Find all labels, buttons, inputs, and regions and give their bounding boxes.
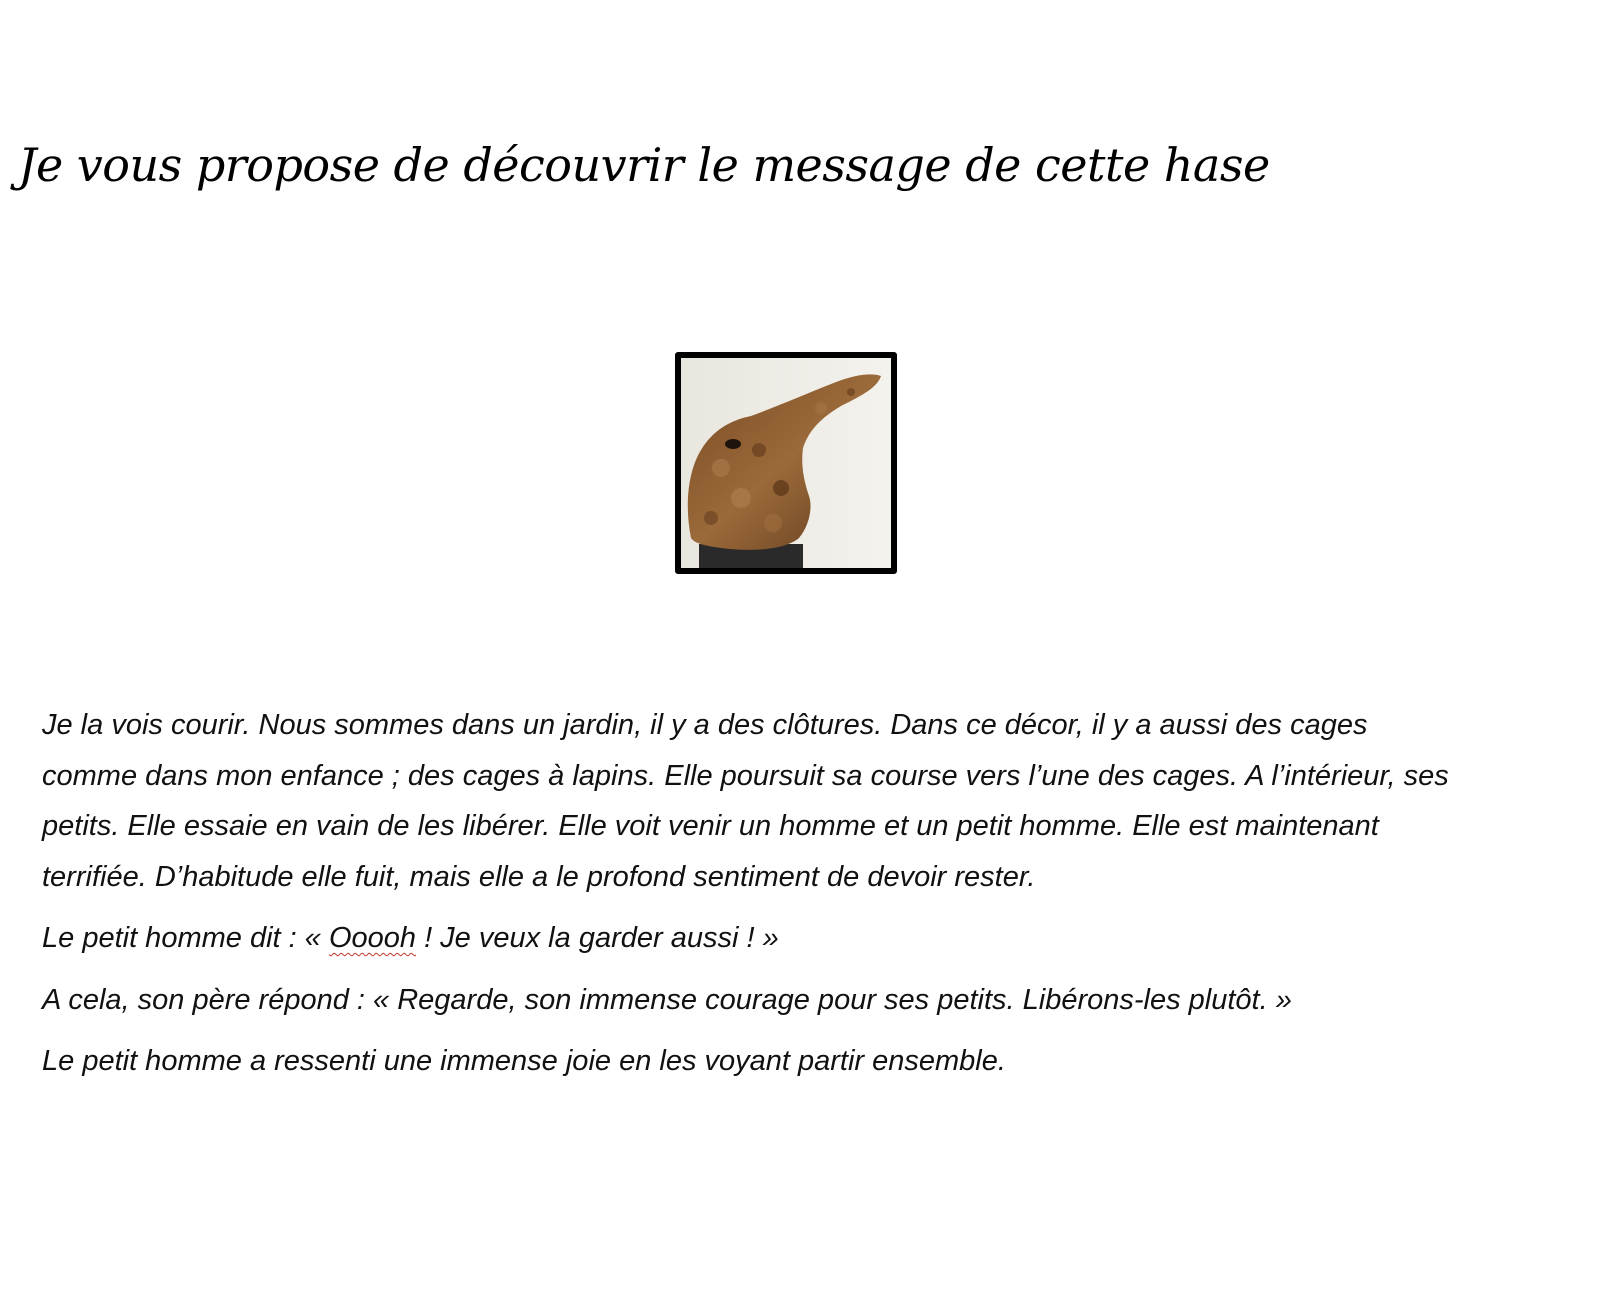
spellcheck-flagged-word[interactable]: Ooooh bbox=[328, 922, 417, 954]
story-line: Je la vois courir. Nous sommes dans un jardin, il y a des clôtures. Dans ce décor, il y a aussi des cages bbox=[42, 709, 1368, 741]
hare-sculpture-image bbox=[681, 358, 891, 568]
story-paragraph-1 bbox=[42, 700, 1607, 902]
story-text bbox=[42, 700, 1607, 1098]
story-line: petits. Elle essaie en vain de les libérer. Elle voit venir un homme et un petit homme. Elle est maintenant bbox=[42, 810, 1379, 842]
story-line: comme dans mon enfance ; des cages à lapins. Elle poursuit sa course vers l’une des cages. A l’intérieur, ses bbox=[42, 759, 1449, 792]
hare-sculpture-photo bbox=[675, 352, 897, 574]
dialogue-rest: ! Je veux la garder aussi ! » bbox=[416, 922, 779, 954]
dialogue-intro: Le petit homme dit : « bbox=[42, 922, 329, 954]
story-paragraph-4: Le petit homme a ressenti une immense joie en les voyant partir ensemble. bbox=[42, 1045, 1006, 1077]
page-title: Je vous propose de découvrir le message de cette hase bbox=[18, 138, 1270, 192]
story-line: terrifiée. D’habitude elle fuit, mais elle a le profond sentiment de devoir rester. bbox=[42, 860, 1036, 893]
story-paragraph-2 bbox=[42, 913, 1607, 964]
story-paragraph-3: A cela, son père répond : « Regarde, son immense courage pour ses petits. Libérons-les plutôt. » bbox=[42, 983, 1292, 1016]
